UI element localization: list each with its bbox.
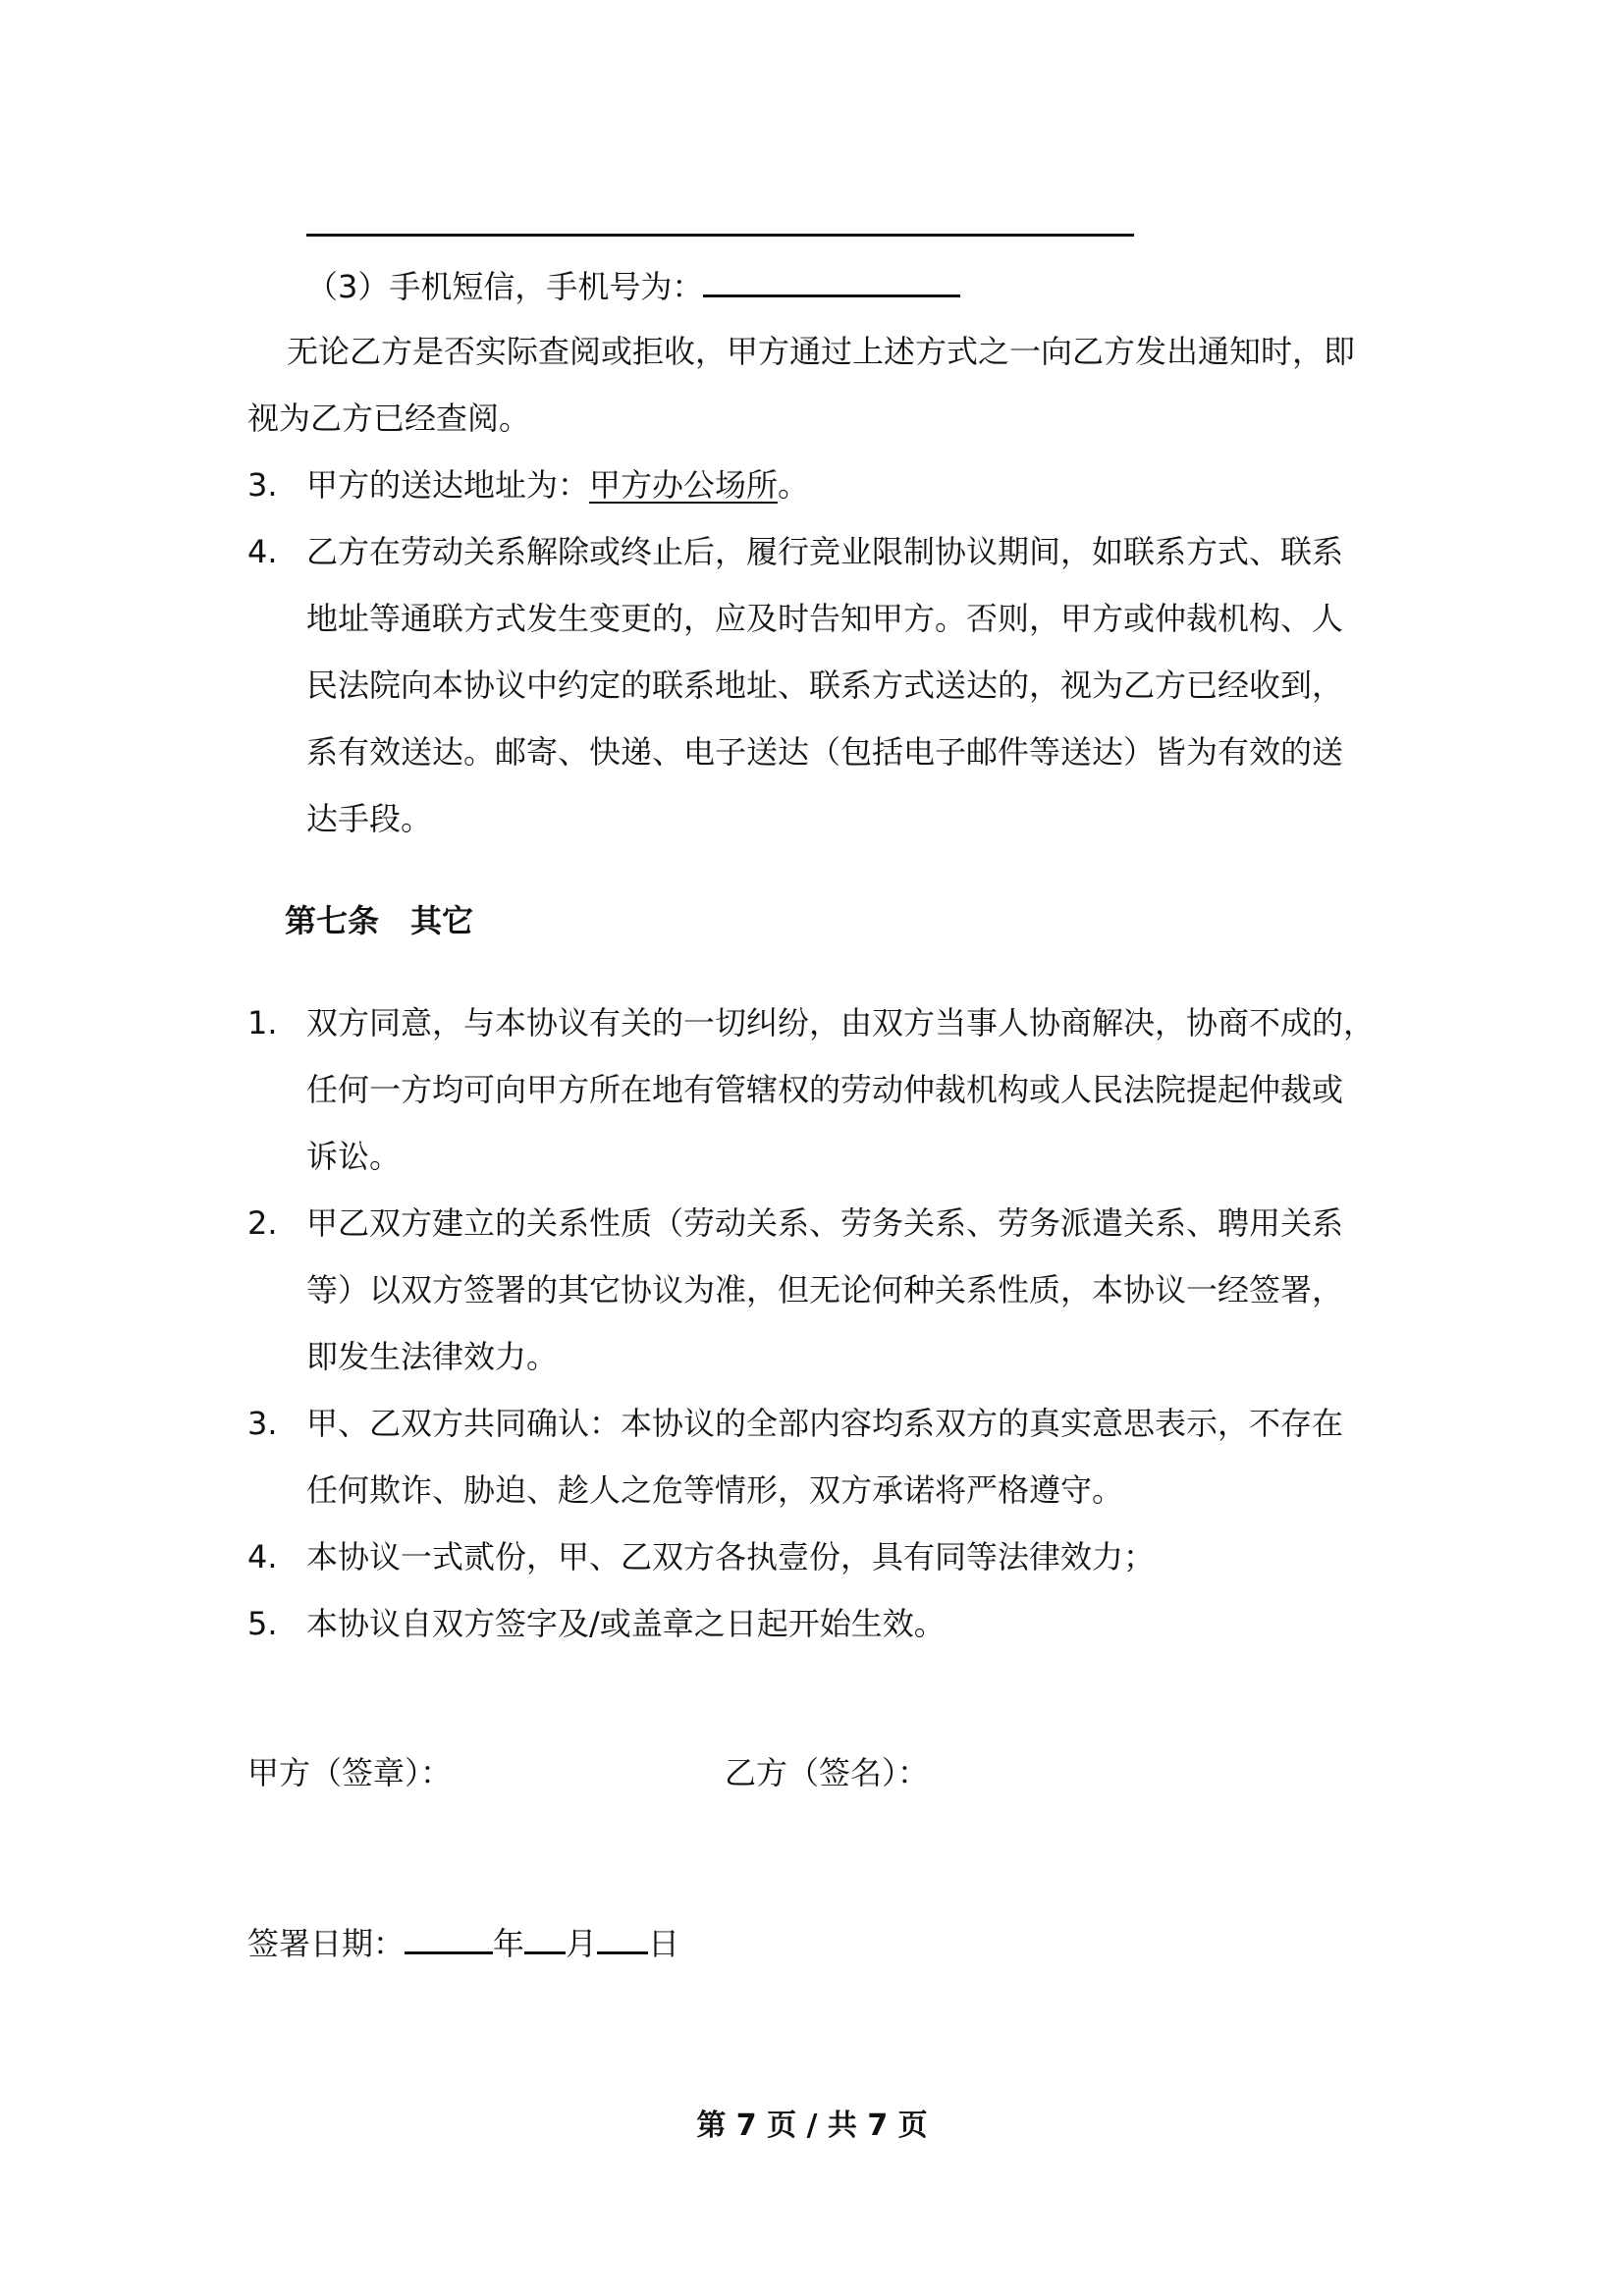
item-number: 4. — [247, 533, 278, 570]
item-number: 3. — [247, 466, 278, 504]
item-line: 即发生法律效力。 — [306, 1338, 559, 1375]
item-line: 双方同意，与本协议有关的一切纠纷，由双方当事人协商解决，协商不成的， — [306, 1004, 1376, 1041]
item-number: 5. — [247, 1605, 278, 1642]
party-b-signature-label: 乙方（签名）： — [725, 1754, 930, 1791]
article-heading: 第七条 其它 — [285, 902, 474, 939]
item-number: 4. — [247, 1538, 278, 1575]
year-blank — [405, 1918, 493, 1954]
item-line: 系有效送达。邮寄、快递、电子送达（包括电子邮件等送达）皆为有效的送 — [306, 733, 1344, 771]
item-line: 本协议一式贰份，甲、乙双方各执壹份，具有同等法律效力； — [306, 1538, 1156, 1575]
notice-para-line1: 无论乙方是否实际查阅或拒收，甲方通过上述方式之一向乙方发出通知时，即 — [287, 333, 1356, 370]
address-label: 甲方的送达地址为： — [306, 466, 590, 504]
item-line: 甲乙双方建立的关系性质（劳动关系、劳务关系、劳务派遣关系、聘用关系 — [306, 1204, 1344, 1242]
item-line: 甲、乙双方共同确认：本协议的全部内容均系双方的真实意思表示，不存在 — [306, 1405, 1344, 1442]
page-footer: 第 7 页 / 共 7 页 — [696, 2109, 928, 2143]
phone-blank — [703, 261, 960, 297]
month-label: 月 — [566, 1925, 598, 1962]
day-label: 日 — [648, 1925, 680, 1962]
item-line: 诉讼。 — [306, 1138, 402, 1175]
address-value: 甲方办公场所 — [589, 466, 779, 504]
item-line: 等）以双方签署的其它协议为准，但无论何种关系性质，本协议一经签署， — [306, 1271, 1344, 1308]
item-number: 2. — [247, 1204, 278, 1242]
item-number: 1. — [247, 1004, 278, 1041]
year-label: 年 — [493, 1925, 525, 1962]
item-number: 3. — [247, 1405, 278, 1442]
item-line: 达手段。 — [306, 800, 433, 837]
date-label: 签署日期： — [247, 1925, 406, 1962]
notice-para-line2: 视为乙方已经查阅。 — [247, 400, 531, 437]
sms-item — [306, 261, 960, 308]
item-line: 地址等通联方式发生变更的，应及时告知甲方。否则，甲方或仲裁机构、人 — [306, 600, 1344, 637]
sms-item-label: （3）手机短信，手机号为： — [306, 268, 704, 305]
item-line: 本协议自双方签字及/或盖章之日起开始生效。 — [306, 1605, 946, 1642]
item-line: 任何欺诈、胁迫、趁人之危等情形，双方承诺将严格遵守。 — [306, 1471, 1124, 1509]
party-a-signature-label: 甲方（签章）： — [247, 1754, 453, 1791]
item-line: 任何一方均可向甲方所在地有管辖权的劳动仲裁机构或人民法院提起仲裁或 — [306, 1071, 1344, 1108]
signing-date — [247, 1918, 679, 1965]
item-line: 乙方在劳动关系解除或终止后，履行竞业限制协议期间，如联系方式、联系 — [306, 533, 1344, 570]
address-item — [306, 463, 809, 507]
day-blank — [597, 1918, 648, 1954]
month-blank — [524, 1918, 566, 1954]
blank-line — [306, 234, 1134, 237]
item-line: 民法院向本协议中约定的联系地址、联系方式送达的，视为乙方已经收到， — [306, 667, 1344, 704]
address-suffix: 。 — [778, 466, 810, 504]
